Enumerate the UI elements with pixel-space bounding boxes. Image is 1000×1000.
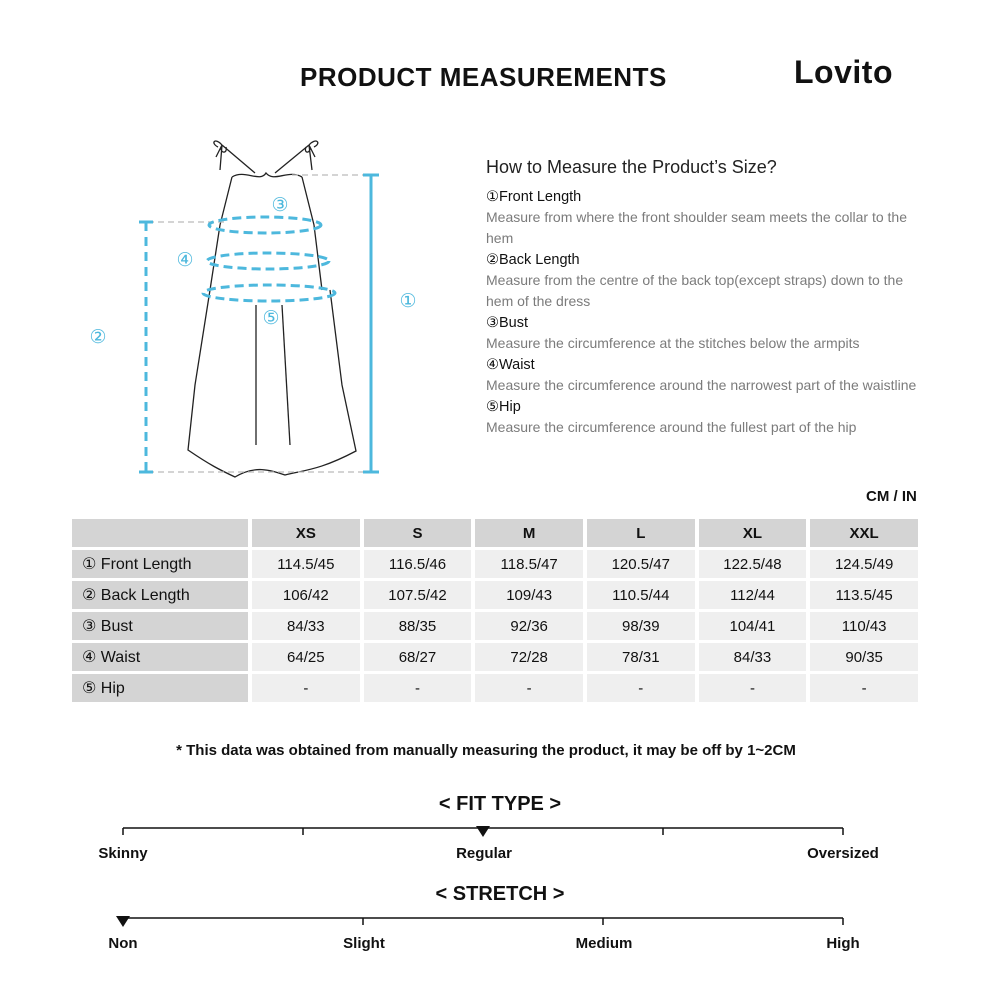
back-length-line	[139, 222, 153, 472]
measurement-note: * This data was obtained from manually measuring the product, it may be off by 1~2CM	[176, 742, 796, 759]
table-cell: 110/43	[810, 612, 918, 640]
measure-item	[486, 397, 926, 438]
measure-desc: Measure the circumference around the fullest part of the hip	[486, 419, 857, 435]
front-length-line	[363, 175, 379, 472]
measure-item	[486, 355, 926, 396]
table-cell: 114.5/45	[252, 550, 360, 578]
waist-ellipse	[207, 253, 329, 269]
stretch-non-label: Non	[108, 935, 138, 952]
table-cell: 112/44	[699, 581, 807, 609]
table-cell: 122.5/48	[699, 550, 807, 578]
size-header: XS	[252, 519, 360, 547]
stretch-high-label: High	[826, 935, 860, 952]
measure-item	[486, 187, 926, 249]
table-cell: 113.5/45	[810, 581, 918, 609]
row-label: ① Front Length	[72, 550, 248, 578]
marker-bust: ③	[271, 194, 289, 216]
table-corner	[72, 519, 248, 547]
table-cell: 88/35	[364, 612, 472, 640]
marker-hip: ⑤	[262, 307, 280, 329]
stretch-medium-label: Medium	[575, 935, 633, 952]
table-cell: -	[810, 674, 918, 702]
measure-name: ②Back Length	[486, 252, 580, 268]
table-cell: 118.5/47	[475, 550, 583, 578]
table-cell: 84/33	[699, 643, 807, 671]
size-header: XL	[699, 519, 807, 547]
table-cell: 124.5/49	[810, 550, 918, 578]
table-cell: 84/33	[252, 612, 360, 640]
table-cell: 68/27	[364, 643, 472, 671]
measure-item	[486, 250, 926, 312]
marker-back-length: ②	[89, 326, 107, 348]
size-table	[68, 516, 922, 705]
page-title: PRODUCT MEASUREMENTS	[300, 62, 667, 92]
measure-desc: Measure the circumference at the stitches below the armpits	[486, 335, 860, 351]
fit-regular-label: Regular	[456, 845, 512, 862]
stretch-title: < STRETCH >	[435, 883, 565, 905]
stretch-slight-label: Slight	[343, 935, 385, 952]
fit-type-track	[0, 820, 1000, 840]
fit-type-scale	[0, 820, 1000, 870]
table-cell: -	[587, 674, 695, 702]
table-cell: 104/41	[699, 612, 807, 640]
hip-ellipse	[203, 285, 335, 301]
table-cell: 64/25	[252, 643, 360, 671]
table-cell: 92/36	[475, 612, 583, 640]
table-cell: 120.5/47	[587, 550, 695, 578]
fit-type-title: < FIT TYPE >	[438, 793, 562, 815]
how-to-measure	[486, 157, 926, 439]
table-cell: 106/42	[252, 581, 360, 609]
stretch-marker	[116, 916, 130, 927]
table-cell: 116.5/46	[364, 550, 472, 578]
units-label: CM / IN	[866, 488, 917, 505]
table-cell: 107.5/42	[364, 581, 472, 609]
how-to-title: How to Measure the Product’s Size?	[486, 157, 777, 177]
size-header: S	[364, 519, 472, 547]
bust-ellipse	[209, 217, 321, 233]
size-header: M	[475, 519, 583, 547]
measure-item	[486, 313, 926, 354]
row-label: ② Back Length	[72, 581, 248, 609]
table-cell: -	[364, 674, 472, 702]
table-cell: 109/43	[475, 581, 583, 609]
table-row	[72, 550, 918, 578]
measure-name: ①Front Length	[486, 189, 582, 205]
table-cell: 110.5/44	[587, 581, 695, 609]
measure-desc: Measure the circumference around the narrowest part of the waistline	[486, 377, 917, 393]
row-label: ⑤ Hip	[72, 674, 248, 702]
measure-desc: Measure from the centre of the back top(except straps) down to the hem of the dress	[486, 272, 904, 309]
table-header-row	[72, 519, 918, 547]
measure-desc: Measure from where the front shoulder seam meets the collar to the hem	[486, 209, 907, 246]
table-row	[72, 674, 918, 702]
table-cell: -	[699, 674, 807, 702]
table-cell: -	[475, 674, 583, 702]
stretch-scale	[0, 910, 1000, 960]
table-cell: 98/39	[587, 612, 695, 640]
brand-logo: Lovito	[794, 54, 893, 90]
stretch-track	[0, 910, 1000, 930]
table-cell: -	[252, 674, 360, 702]
dress-diagram	[60, 125, 460, 485]
size-header: XXL	[810, 519, 918, 547]
marker-front-length: ①	[399, 290, 417, 312]
measure-name: ⑤Hip	[486, 399, 521, 415]
table-row	[72, 581, 918, 609]
size-header: L	[587, 519, 695, 547]
fit-type-marker	[476, 826, 490, 837]
marker-waist: ④	[176, 249, 194, 271]
fit-skinny-label: Skinny	[98, 845, 148, 862]
row-label: ③ Bust	[72, 612, 248, 640]
table-cell: 78/31	[587, 643, 695, 671]
row-label: ④ Waist	[72, 643, 248, 671]
fit-oversized-label: Oversized	[807, 845, 879, 862]
table-cell: 72/28	[475, 643, 583, 671]
table-row	[72, 612, 918, 640]
measure-name: ④Waist	[486, 357, 535, 373]
measure-name: ③Bust	[486, 315, 529, 331]
table-row	[72, 643, 918, 671]
table-cell: 90/35	[810, 643, 918, 671]
